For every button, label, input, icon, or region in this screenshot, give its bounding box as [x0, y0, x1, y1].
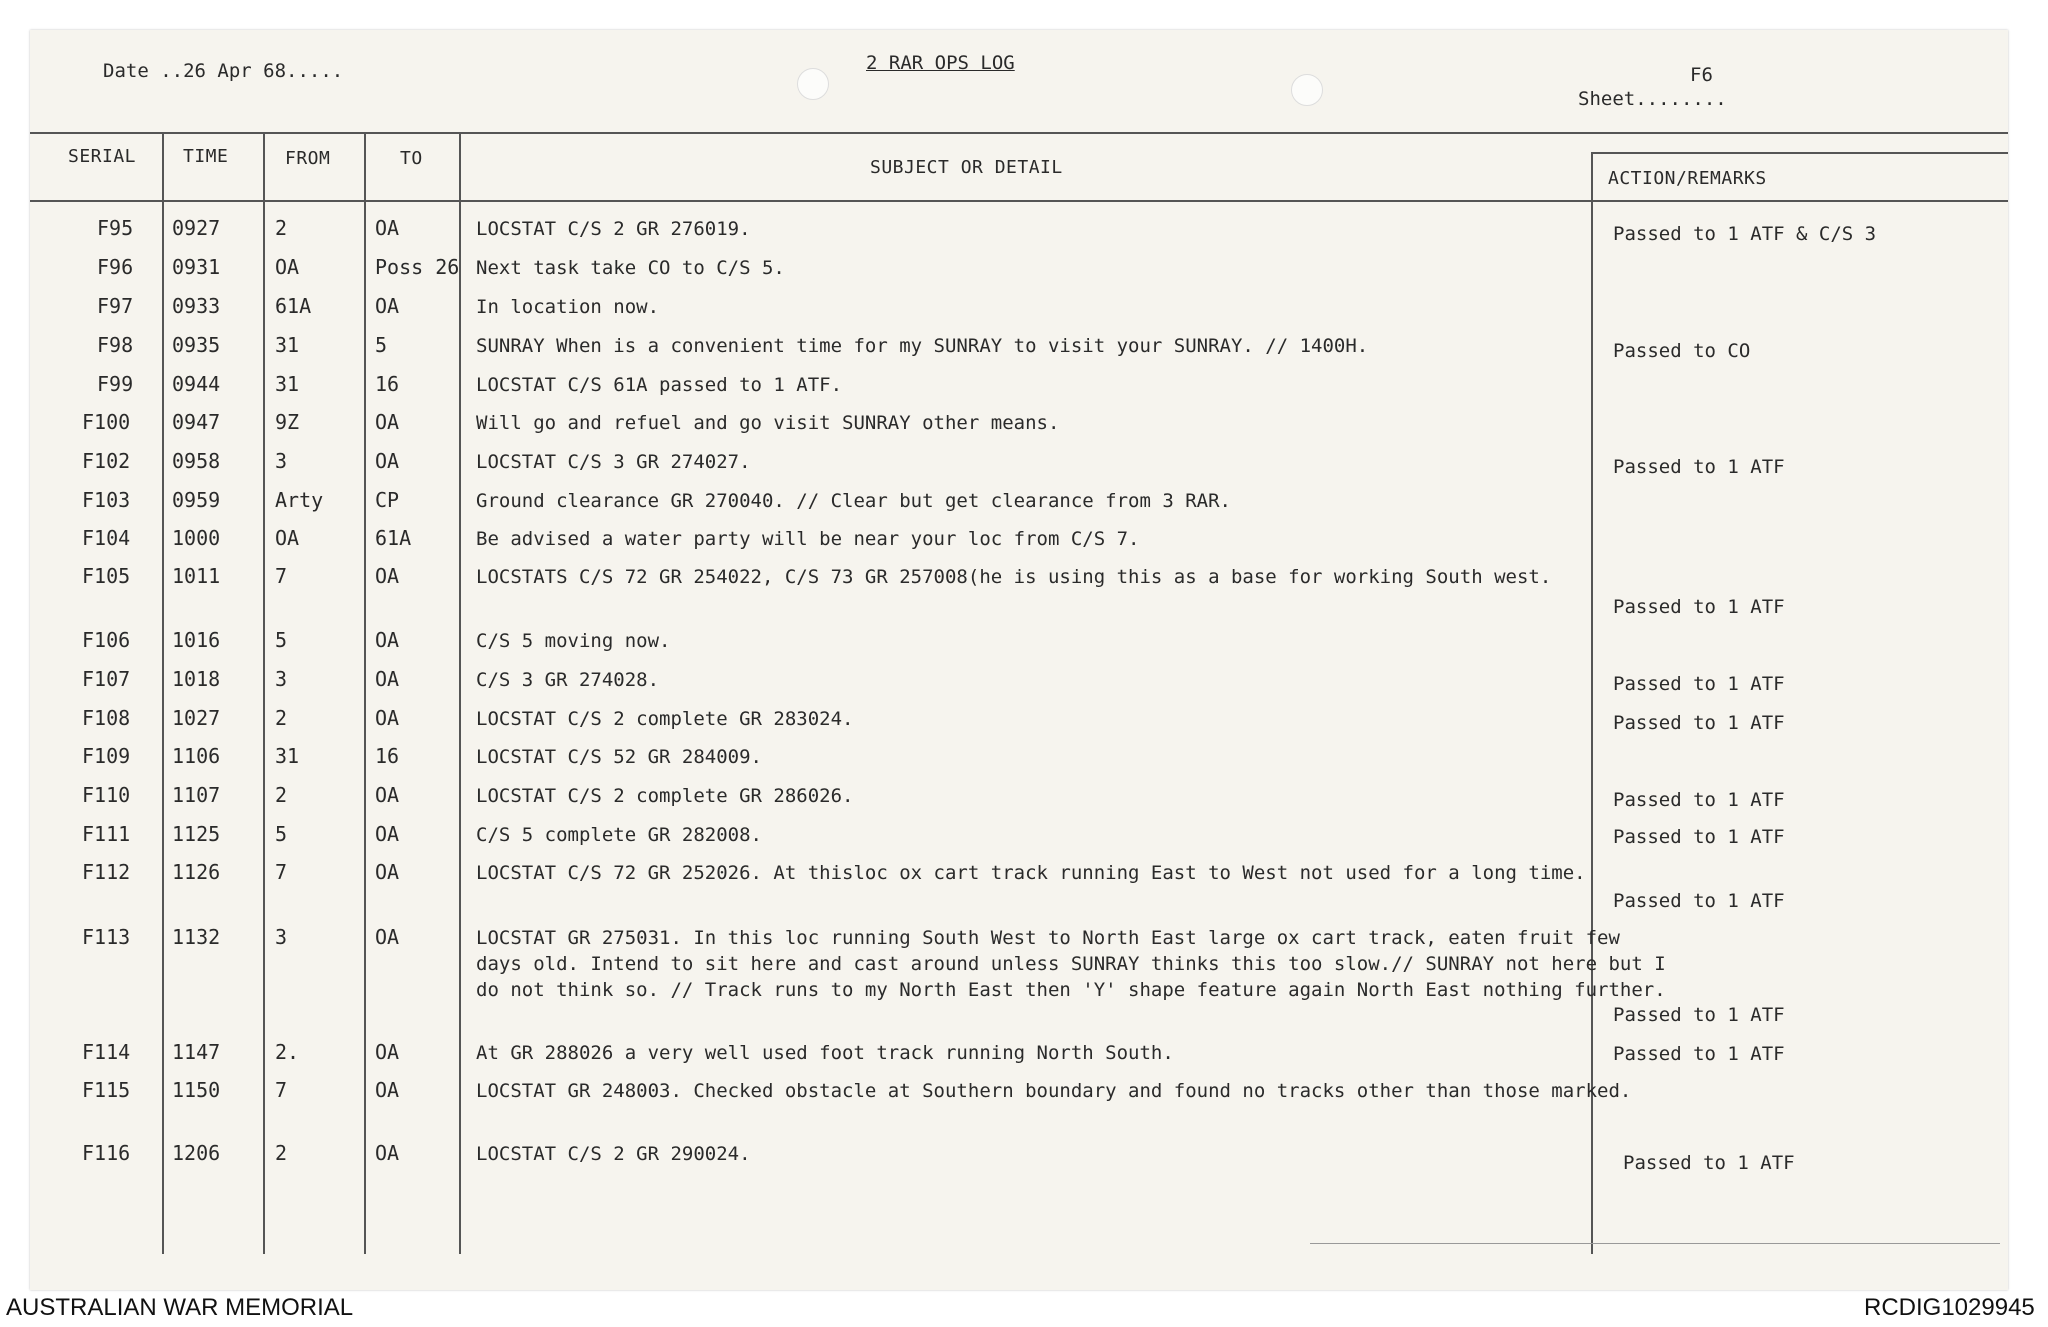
- row-serial: F114: [82, 1040, 131, 1064]
- row-time: 1147: [172, 1040, 221, 1064]
- row-detail: LOCSTAT C/S 2 GR 276019.: [476, 218, 751, 240]
- row-serial: F105: [82, 564, 131, 588]
- row-detail: Ground clearance GR 270040. // Clear but get clearance from 3 RAR.: [476, 490, 1231, 512]
- row-detail: C/S 5 complete GR 282008.: [476, 824, 762, 846]
- col-divider-to: [459, 134, 461, 1254]
- row-from: 2: [275, 706, 288, 730]
- row-time: 1132: [172, 925, 221, 949]
- row-from: 7: [275, 564, 288, 588]
- row-to: 16: [375, 372, 400, 396]
- row-to: OA: [375, 667, 400, 691]
- table-bottom-rule: [1310, 1243, 2000, 1244]
- row-from: 7: [275, 860, 288, 884]
- row-to: OA: [375, 822, 400, 846]
- page-title: 2 RAR OPS LOG: [866, 52, 1015, 74]
- row-from: 31: [275, 333, 300, 357]
- row-time: 0933: [172, 294, 221, 318]
- row-detail: Be advised a water party will be near your loc from C/S 7.: [476, 528, 1140, 550]
- row-time: 0935: [172, 333, 221, 357]
- row-serial: F111: [82, 822, 131, 846]
- row-time: 1000: [172, 526, 221, 550]
- row-remark: Passed to 1 ATF: [1613, 1004, 1785, 1026]
- row-from: OA: [275, 526, 300, 550]
- row-detail: At GR 288026 a very well used foot track running North South.: [476, 1042, 1174, 1064]
- row-detail: C/S 3 GR 274028.: [476, 669, 660, 691]
- row-time: 1016: [172, 628, 221, 652]
- row-remark: Passed to 1 ATF: [1613, 1043, 1785, 1065]
- col-divider-serial: [162, 134, 164, 1254]
- row-serial: F110: [82, 783, 131, 807]
- row-to: OA: [375, 294, 400, 318]
- row-detail: C/S 5 moving now.: [476, 630, 671, 652]
- row-remark: Passed to 1 ATF: [1613, 456, 1785, 478]
- row-time: 0947: [172, 410, 221, 434]
- row-to: OA: [375, 216, 400, 240]
- row-remark: Passed to 1 ATF: [1613, 596, 1785, 618]
- row-from: 5: [275, 822, 288, 846]
- row-serial: F112: [82, 860, 131, 884]
- col-header-time: TIME: [183, 146, 229, 167]
- row-from: 5: [275, 628, 288, 652]
- archive-id: RCDIG1029945: [1864, 1294, 2035, 1321]
- row-detail: LOCSTAT C/S 52 GR 284009.: [476, 746, 762, 768]
- row-from: 7: [275, 1078, 288, 1102]
- row-remark: Passed to 1 ATF: [1613, 712, 1785, 734]
- row-time: 1126: [172, 860, 221, 884]
- row-detail: LOCSTAT C/S 3 GR 274027.: [476, 451, 751, 473]
- row-to: OA: [375, 410, 400, 434]
- row-detail: Next task take CO to C/S 5.: [476, 257, 785, 279]
- row-from: 31: [275, 372, 300, 396]
- sheet-number: F6: [1690, 64, 1713, 86]
- row-to: 16: [375, 744, 400, 768]
- table-top-rule: [30, 132, 2008, 134]
- row-serial: F108: [82, 706, 131, 730]
- row-to: OA: [375, 449, 400, 473]
- col-header-from: FROM: [285, 148, 331, 169]
- row-to: OA: [375, 628, 400, 652]
- row-remark: Passed to 1 ATF: [1613, 673, 1785, 695]
- row-detail: SUNRAY When is a convenient time for my SUNRAY to visit your SUNRAY. // 1400H.: [476, 335, 1369, 357]
- row-time: 0958: [172, 449, 221, 473]
- row-time: 1106: [172, 744, 221, 768]
- row-serial: F102: [82, 449, 131, 473]
- row-from: 2: [275, 1141, 288, 1165]
- row-detail: LOCSTAT GR 275031. In this loc running South West to North East large ox cart track, eaten fruit few days old. Intend to sit here and cast around unless SUNRAY thinks this too slow.// SUNRAY not here but I do not think so. // Track runs to my North East then 'Y' shape feature again North East nothing further.: [476, 927, 1666, 1001]
- row-serial: F103: [82, 488, 131, 512]
- sheet-label: Sheet........: [1578, 88, 1727, 110]
- row-detail: LOCSTAT C/S 2 complete GR 283024.: [476, 708, 854, 730]
- punch-hole-left: [797, 68, 829, 100]
- row-from: OA: [275, 255, 300, 279]
- row-from: 3: [275, 449, 288, 473]
- row-from: 2: [275, 783, 288, 807]
- date-value: ..26 Apr 68.....: [160, 60, 344, 82]
- row-serial: F100: [82, 410, 131, 434]
- row-detail: LOCSTATS C/S 72 GR 254022, C/S 73 GR 257008(he is using this as a base for working South west.: [476, 566, 1552, 588]
- row-to: CP: [375, 488, 400, 512]
- row-time: 1150: [172, 1078, 221, 1102]
- archive-credit: AUSTRALIAN WAR MEMORIAL: [6, 1294, 354, 1321]
- row-serial: F98: [97, 333, 134, 357]
- row-to: OA: [375, 1040, 400, 1064]
- row-from: 3: [275, 667, 288, 691]
- row-remark: Passed to 1 ATF: [1613, 890, 1785, 912]
- row-detail: LOCSTAT C/S 61A passed to 1 ATF.: [476, 374, 843, 396]
- row-to: Poss 26: [375, 255, 460, 279]
- row-to: OA: [375, 1078, 400, 1102]
- row-detail: LOCSTAT C/S 72 GR 252026. At thisloc ox cart track running East to West not used for a long time.: [476, 862, 1586, 884]
- row-to: 61A: [375, 526, 412, 550]
- row-to: OA: [375, 706, 400, 730]
- row-remark: Passed to 1 ATF: [1623, 1152, 1795, 1174]
- row-to: 5: [375, 333, 388, 357]
- col-header-action: ACTION/REMARKS: [1608, 168, 1767, 189]
- col-divider-from: [364, 134, 366, 1254]
- date-field: [103, 60, 343, 82]
- action-header-rule: [1591, 152, 2008, 154]
- row-from: 9Z: [275, 410, 300, 434]
- row-time: 1011: [172, 564, 221, 588]
- row-time: 0931: [172, 255, 221, 279]
- col-header-serial: SERIAL: [68, 146, 137, 167]
- row-time: 1027: [172, 706, 221, 730]
- row-time: 0944: [172, 372, 221, 396]
- row-time: 1125: [172, 822, 221, 846]
- row-serial: F104: [82, 526, 131, 550]
- row-from: 61A: [275, 294, 312, 318]
- row-to: OA: [375, 925, 400, 949]
- row-to: OA: [375, 1141, 400, 1165]
- col-header-subject: SUBJECT OR DETAIL: [870, 157, 1063, 178]
- row-serial: F116: [82, 1141, 131, 1165]
- row-remark: Passed to 1 ATF & C/S 3: [1613, 223, 1877, 245]
- row-time: 1107: [172, 783, 221, 807]
- row-time: 1206: [172, 1141, 221, 1165]
- row-remark: Passed to CO: [1613, 340, 1751, 362]
- row-remark: Passed to 1 ATF: [1613, 826, 1785, 848]
- row-to: OA: [375, 564, 400, 588]
- row-time: 1018: [172, 667, 221, 691]
- col-divider-time: [263, 134, 265, 1254]
- row-detail: LOCSTAT GR 248003. Checked obstacle at Southern boundary and found no tracks other than those marked.: [476, 1080, 1632, 1102]
- row-serial: F99: [97, 372, 134, 396]
- row-to: OA: [375, 783, 400, 807]
- row-serial: F107: [82, 667, 131, 691]
- col-header-to: TO: [400, 148, 423, 169]
- row-serial: F106: [82, 628, 131, 652]
- row-remark: Passed to 1 ATF: [1613, 789, 1785, 811]
- row-serial: F95: [97, 216, 134, 240]
- row-from: 2: [275, 216, 288, 240]
- row-serial: F97: [97, 294, 134, 318]
- row-serial: F115: [82, 1078, 131, 1102]
- row-serial: F109: [82, 744, 131, 768]
- row-serial: F113: [82, 925, 131, 949]
- punch-hole-right: [1291, 74, 1323, 106]
- header-bottom-rule: [30, 200, 2008, 202]
- row-from: 3: [275, 925, 288, 949]
- row-detail: LOCSTAT C/S 2 GR 290024.: [476, 1143, 751, 1165]
- row-serial: F96: [97, 255, 134, 279]
- row-time: 0959: [172, 488, 221, 512]
- row-detail: In location now.: [476, 296, 660, 318]
- row-to: OA: [375, 860, 400, 884]
- row-time: 0927: [172, 216, 221, 240]
- row-from: Arty: [275, 488, 324, 512]
- row-detail: LOCSTAT C/S 2 complete GR 286026.: [476, 785, 854, 807]
- date-label: Date: [103, 60, 149, 82]
- row-from: 31: [275, 744, 300, 768]
- row-from: 2.: [275, 1040, 300, 1064]
- row-detail: Will go and refuel and go visit SUNRAY other means.: [476, 412, 1060, 434]
